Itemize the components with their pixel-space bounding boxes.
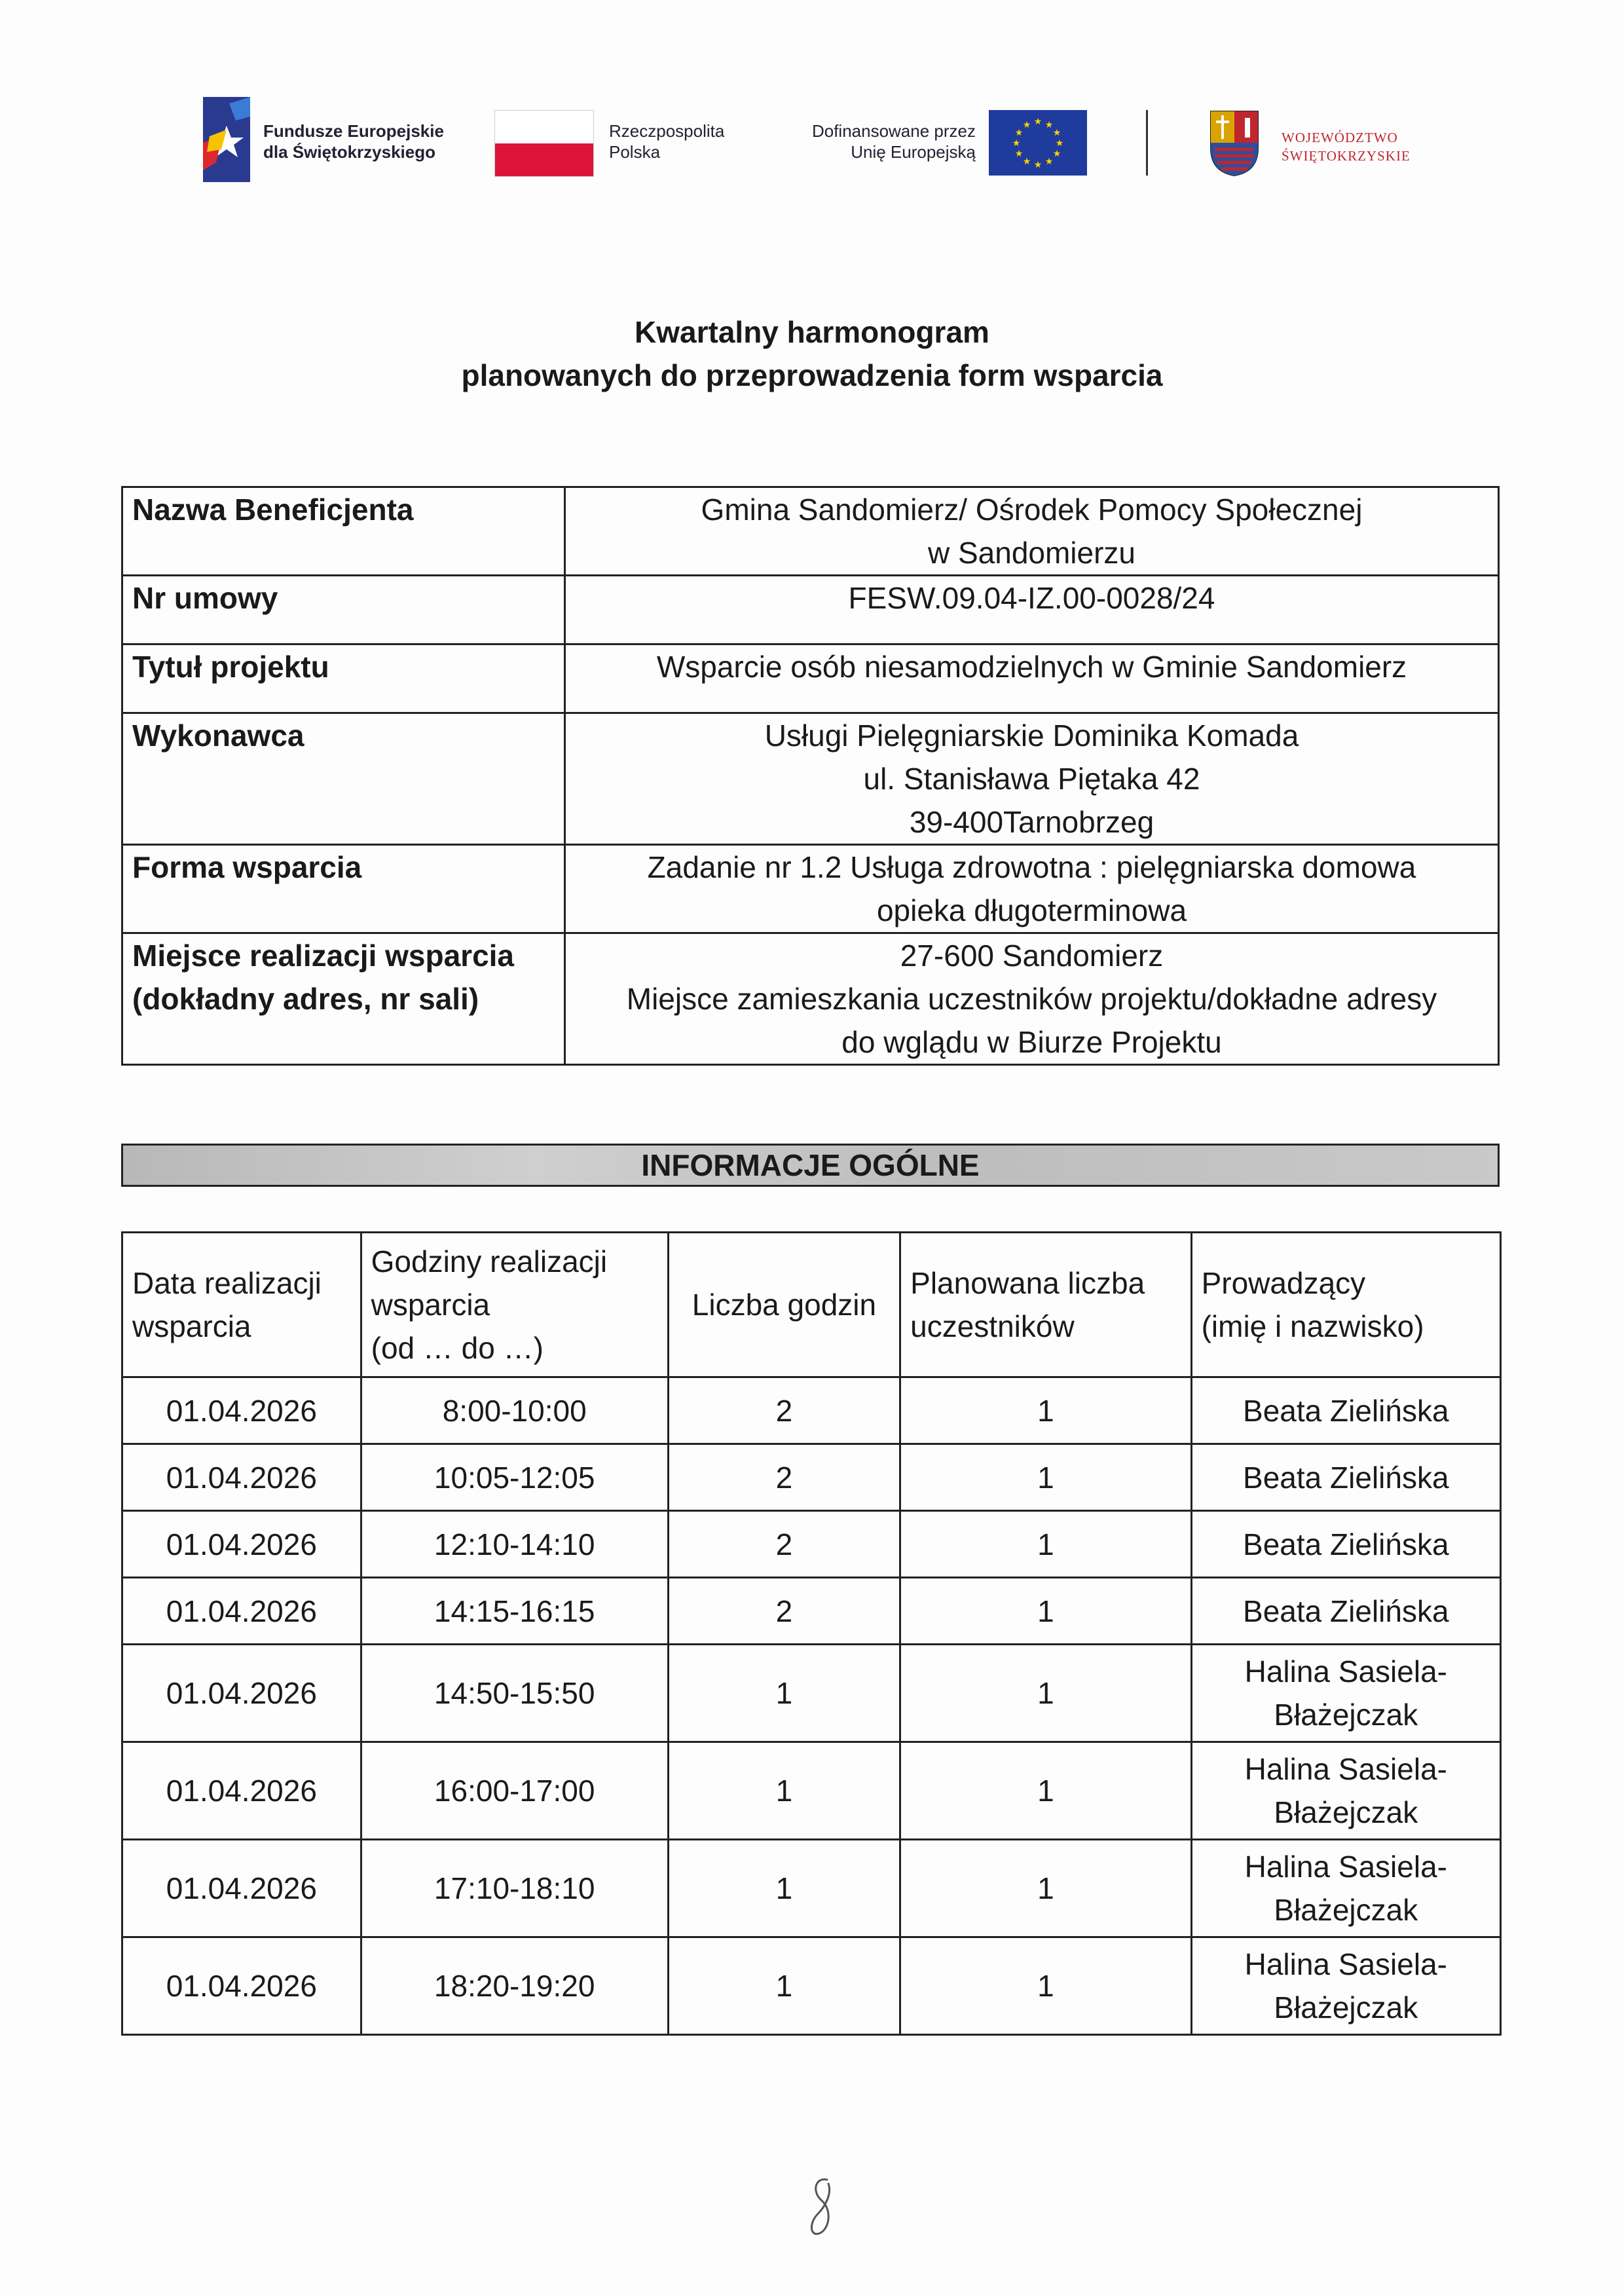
cell-count: 1 (668, 1645, 900, 1742)
header-hours-line1: Godziny realizacji (371, 1244, 608, 1278)
eu-flag-icon (989, 110, 1087, 176)
value-miejsce-line1: 27-600 Sandomierz (900, 939, 1164, 973)
header-participants-line2: uczestników (910, 1309, 1075, 1343)
value-beneficjent-line2: w Sandomierzu (927, 536, 1136, 570)
header-lead-line1: Prowadzący (1201, 1266, 1366, 1300)
fe-star-logo-icon (203, 97, 250, 182)
cell-date: 01.04.2026 (122, 1578, 361, 1645)
cell-lead-line2: Błażejczak (1274, 1893, 1418, 1927)
cell-hours: 8:00-10:00 (361, 1377, 668, 1444)
logo-ue-line1: Dofinansowane przez (811, 121, 976, 141)
cell-hours: 16:00-17:00 (361, 1742, 668, 1840)
svg-text:★: ★ (1044, 120, 1054, 130)
table-row (122, 1578, 1501, 1645)
cell-count: 2 (668, 1511, 900, 1578)
cell-participants: 1 (900, 1645, 1191, 1742)
svg-text:★: ★ (1014, 149, 1024, 159)
cell-date: 01.04.2026 (122, 1937, 361, 2035)
cell-lead-line1: Halina Sasiela- (1244, 1850, 1447, 1884)
cell-count: 1 (668, 1937, 900, 2035)
value-wykonawca-line2: ul. Stanisława Piętaka 42 (863, 762, 1200, 796)
label-miejsce-line2: (dokładny adres, nr sali) (132, 982, 479, 1016)
svg-text:★: ★ (1052, 128, 1061, 138)
cell-lead (1191, 1937, 1500, 2035)
label-beneficjent: Nazwa Beneficjenta (122, 487, 565, 576)
cell-participants: 1 (900, 1377, 1191, 1444)
cell-date: 01.04.2026 (122, 1645, 361, 1742)
row-wykonawca (122, 713, 1499, 845)
project-info-table (121, 486, 1500, 1066)
value-beneficjent (565, 487, 1499, 576)
schedule-header-row (122, 1233, 1501, 1377)
cell-lead-line1: Halina Sasiela- (1244, 1654, 1447, 1689)
logo-fe-line2: dla Świętokrzyskiego (263, 142, 435, 162)
table-row (122, 1511, 1501, 1578)
cell-participants: 1 (900, 1578, 1191, 1645)
logo-rp-line1: Rzeczpospolita (609, 121, 725, 141)
cell-hours: 14:15-16:15 (361, 1578, 668, 1645)
cell-count: 2 (668, 1444, 900, 1511)
svg-text:★: ★ (1022, 120, 1031, 130)
header-participants-line1: Planowana liczba (910, 1266, 1145, 1300)
cell-date: 01.04.2026 (122, 1444, 361, 1511)
value-forma-line2: opieka długoterminowa (876, 893, 1187, 927)
logo-fe-line1: Fundusze Europejskie (263, 121, 444, 141)
cell-date: 01.04.2026 (122, 1840, 361, 1937)
row-beneficjent (122, 487, 1499, 576)
cell-lead-line2: Błażejczak (1274, 1990, 1418, 2024)
logo-rzeczpospolita (494, 110, 756, 182)
logo-ws-line1: WOJEWÓDZTWO (1282, 130, 1398, 145)
svg-text:★: ★ (1052, 149, 1061, 159)
header-lead-line2: (imię i nazwisko) (1201, 1309, 1424, 1343)
logo-unia-europejska (779, 110, 1094, 182)
value-beneficjent-line1: Gmina Sandomierz/ Ośrodek Pomocy Społecznej (701, 493, 1363, 527)
cell-participants: 1 (900, 1840, 1191, 1937)
logo-ue-line2: Unię Europejską (851, 142, 976, 162)
cell-lead-line2: Błażejczak (1274, 1795, 1418, 1829)
cell-lead (1191, 1578, 1500, 1645)
title-line2: planowanych do przeprowadzenia form wsparcia (461, 358, 1163, 392)
coat-of-arms-icon (1208, 109, 1261, 177)
cell-lead-line2: Błażejczak (1274, 1698, 1418, 1732)
logo-separator (1146, 110, 1148, 176)
value-miejsce-line2: Miejsce zamieszkania uczestników projektu/dokładne adresy (626, 982, 1437, 1016)
header-date (122, 1233, 361, 1377)
cell-participants: 1 (900, 1444, 1191, 1511)
table-row (122, 1645, 1501, 1742)
value-miejsce-line3: do wglądu w Biurze Projektu (841, 1025, 1222, 1059)
header-hours (361, 1233, 668, 1377)
header-count: Liczba godzin (668, 1233, 900, 1377)
section-title: INFORMACJE OGÓLNE (641, 1148, 980, 1182)
cell-lead-line1: Beata Zielińska (1243, 1527, 1449, 1561)
row-tytul (122, 644, 1499, 713)
cell-count: 1 (668, 1742, 900, 1840)
value-wykonawca (565, 713, 1499, 845)
cell-lead (1191, 1840, 1500, 1937)
table-row (122, 1444, 1501, 1511)
value-tytul: Wsparcie osób niesamodzielnych w Gminie Sandomierz (565, 644, 1499, 713)
cell-date: 01.04.2026 (122, 1377, 361, 1444)
row-forma (122, 845, 1499, 933)
cell-lead (1191, 1511, 1500, 1578)
cell-participants: 1 (900, 1511, 1191, 1578)
svg-text:★: ★ (1033, 160, 1043, 170)
row-miejsce (122, 933, 1499, 1065)
label-umowa: Nr umowy (122, 576, 565, 644)
cell-lead-line1: Halina Sasiela- (1244, 1752, 1447, 1786)
header-date-line2: wsparcia (132, 1309, 251, 1343)
value-umowa: FESW.09.04-IZ.00-0028/24 (565, 576, 1499, 644)
svg-text:★: ★ (1022, 157, 1031, 167)
handwritten-page-number-icon (802, 2174, 841, 2240)
cell-hours: 14:50-15:50 (361, 1645, 668, 1742)
cell-lead (1191, 1377, 1500, 1444)
document-title (0, 310, 1624, 397)
cell-count: 2 (668, 1578, 900, 1645)
header-participants (900, 1233, 1191, 1377)
svg-text:★: ★ (1012, 138, 1021, 149)
table-row (122, 1840, 1501, 1937)
cell-participants: 1 (900, 1937, 1191, 2035)
cell-hours: 12:10-14:10 (361, 1511, 668, 1578)
cell-lead (1191, 1444, 1500, 1511)
cell-hours: 17:10-18:10 (361, 1840, 668, 1937)
cell-count: 1 (668, 1840, 900, 1937)
section-banner (121, 1144, 1500, 1187)
label-forma: Forma wsparcia (122, 845, 565, 933)
cell-lead (1191, 1645, 1500, 1742)
row-umowa (122, 576, 1499, 644)
header-lead (1191, 1233, 1500, 1377)
value-wykonawca-line3: 39-400Tarnobrzeg (909, 805, 1154, 839)
header-date-line1: Data realizacji (132, 1266, 322, 1300)
label-wykonawca: Wykonawca (122, 713, 565, 845)
header-hours-line3: (od … do …) (371, 1331, 544, 1365)
svg-text:★: ★ (1044, 157, 1054, 167)
cell-lead-line1: Beata Zielińska (1243, 1594, 1449, 1628)
cell-lead-line1: Beata Zielińska (1243, 1460, 1449, 1495)
cell-hours: 18:20-19:20 (361, 1937, 668, 2035)
label-miejsce-line1: Miejsce realizacji wsparcia (132, 939, 515, 973)
schedule-table (121, 1231, 1502, 2036)
cell-hours: 10:05-12:05 (361, 1444, 668, 1511)
value-forma (565, 845, 1499, 933)
cell-date: 01.04.2026 (122, 1511, 361, 1578)
label-tytul: Tytuł projektu (122, 644, 565, 713)
cell-count: 2 (668, 1377, 900, 1444)
cell-lead-line1: Halina Sasiela- (1244, 1947, 1447, 1981)
table-row (122, 1937, 1501, 2035)
header-hours-line2: wsparcia (371, 1288, 490, 1322)
value-wykonawca-line1: Usługi Pielęgniarskie Dominika Komada (764, 718, 1299, 753)
title-line1: Kwartalny harmonogram (635, 315, 989, 349)
svg-text:★: ★ (1014, 128, 1024, 138)
cell-date: 01.04.2026 (122, 1742, 361, 1840)
cell-lead-line1: Beata Zielińska (1243, 1393, 1449, 1428)
value-miejsce (565, 933, 1499, 1065)
header-logos (203, 97, 1421, 189)
logo-fundusze-europejskie (203, 97, 465, 189)
polish-flag-icon (494, 110, 594, 177)
logo-rp-line2: Polska (609, 142, 661, 162)
cell-lead (1191, 1742, 1500, 1840)
cell-participants: 1 (900, 1742, 1191, 1840)
table-row (122, 1377, 1501, 1444)
svg-text:★: ★ (1033, 117, 1043, 127)
logo-wojewodztwo-swietokrzyskie (1208, 109, 1431, 181)
table-row (122, 1742, 1501, 1840)
svg-text:★: ★ (1055, 138, 1064, 149)
logo-ws-line2: ŚWIĘTOKRZYSKIE (1282, 148, 1411, 164)
label-miejsce (122, 933, 565, 1065)
value-forma-line1: Zadanie nr 1.2 Usługa zdrowotna : pielęgniarska domowa (647, 850, 1416, 884)
